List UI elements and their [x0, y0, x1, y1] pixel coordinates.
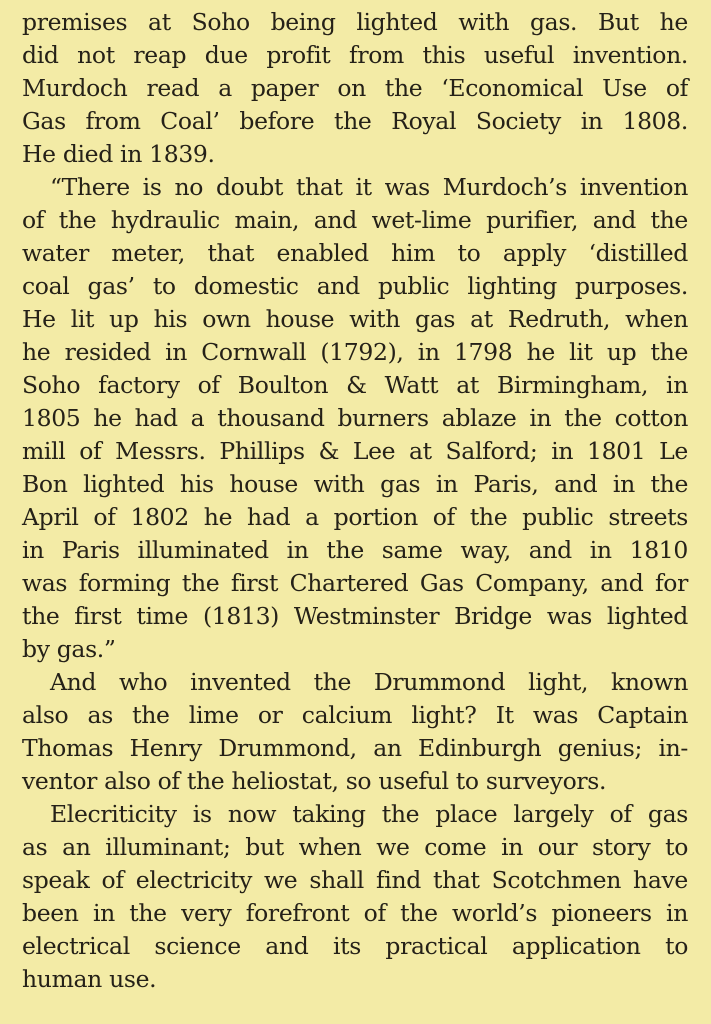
page-text — [22, 6, 688, 996]
text-line: of the hydraulic main, and wet-lime purifier, and the — [22, 206, 688, 234]
text-line: electrical science and its practical application to — [22, 932, 688, 960]
text-line: “There is no doubt that it was Murdoch’s invention — [50, 173, 688, 201]
paragraph-quotation — [22, 171, 688, 666]
text-line: speak of electricity we shall find that Scotchmen have — [22, 866, 688, 894]
paragraph-murdoch-paper — [22, 6, 688, 171]
text-line: He died in 1839. — [22, 140, 215, 168]
text-line: also as the lime or calcium light? It was Captain — [22, 701, 688, 729]
text-line: Bon lighted his house with gas in Paris, and in the — [22, 470, 688, 498]
paragraph-electricity — [22, 798, 688, 996]
text-line: by gas.” — [22, 635, 116, 663]
text-line: Murdoch read a paper on the ‘Economical Use of — [22, 74, 688, 102]
paragraph-drummond-light — [22, 666, 688, 798]
text-line: been in the very forefront of the world’s pioneers in — [22, 899, 688, 927]
text-line: was forming the first Chartered Gas Company, and for — [22, 569, 688, 597]
text-line: did not reap due profit from this useful invention. — [22, 41, 688, 69]
text-line: premises at Soho being lighted with gas. But he — [22, 8, 688, 36]
text-line: He lit up his own house with gas at Redruth, when — [22, 305, 688, 333]
text-line: in Paris illuminated in the same way, and in 1810 — [22, 536, 688, 564]
text-line: And who invented the Drummond light, known — [50, 668, 688, 696]
text-line: as an illuminant; but when we come in our story to — [22, 833, 688, 861]
text-line: mill of Messrs. Phillips & Lee at Salford; in 1801 Le — [22, 437, 688, 465]
text-line: ventor also of the heliostat, so useful to surveyors. — [22, 767, 607, 795]
text-line: the first time (1813) Westminster Bridge was lighted — [22, 602, 688, 630]
text-line: Soho factory of Boulton & Watt at Birmingham, in — [22, 371, 688, 399]
text-line: Thomas Henry Drummond, an Edinburgh genius; in- — [22, 734, 688, 762]
text-line: April of 1802 he had a portion of the public streets — [22, 503, 688, 531]
text-line: 1805 he had a thousand burners ablaze in the cotton — [22, 404, 688, 432]
text-line: Gas from Coal’ before the Royal Society in 1808. — [22, 107, 688, 135]
text-line: he resided in Cornwall (1792), in 1798 he lit up the — [22, 338, 688, 366]
text-line: human use. — [22, 965, 157, 993]
text-line: coal gas’ to domestic and public lighting purposes. — [22, 272, 688, 300]
text-line: water meter, that enabled him to apply ‘distilled — [22, 239, 688, 267]
text-line: Elecriticity is now taking the place largely of gas — [50, 800, 688, 828]
